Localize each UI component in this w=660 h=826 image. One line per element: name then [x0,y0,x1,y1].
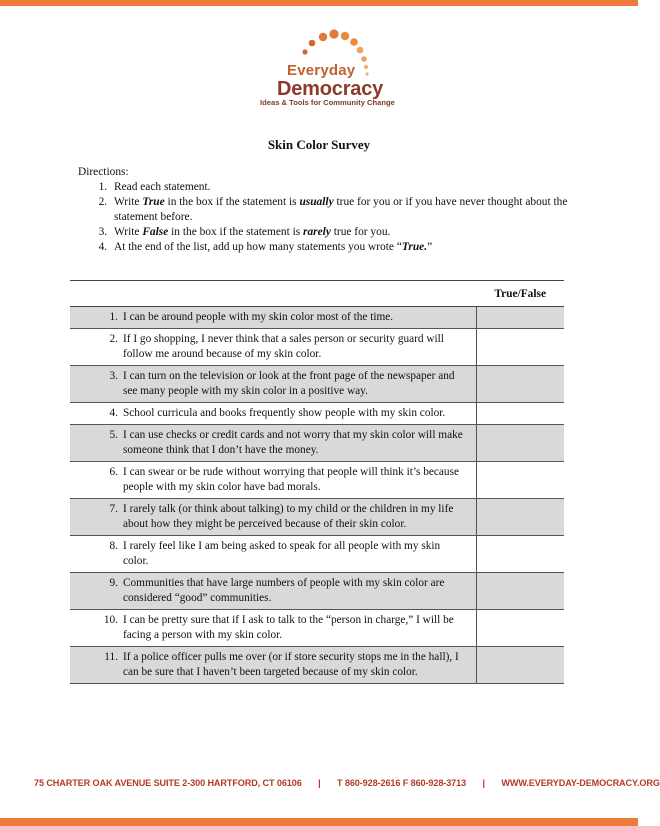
statement-cell [70,366,476,403]
footer-phone-fax: T 860-928-2616 F 860-928-3713 [337,778,467,788]
survey-row [70,610,564,647]
survey-row [70,499,564,536]
survey-row [70,647,564,684]
survey-row [70,366,564,403]
page-title: Skin Color Survey [267,137,371,152]
statement-cell [70,536,476,573]
statement-text: If I go shopping, I never think that a sales person or security guard will follow me around because of my skin color. [123,333,444,360]
statement-number: 11. [104,651,118,663]
true-false-answer-box[interactable] [476,425,564,462]
statement-text: I can use checks or credit cards and not worry that my skin color will make someone think that I don’t have the money. [123,429,463,456]
bottom-accent-bar [0,818,638,826]
survey-row [70,403,564,425]
statement-header-cell [70,281,476,307]
survey-row [70,462,564,499]
footer-contact [34,778,660,788]
statement-cell [70,425,476,462]
survey-row [70,573,564,610]
logo-tagline: Ideas & Tools for Community Change [260,98,395,107]
logo-word-democracy: Democracy [277,78,384,100]
true-false-header: True/False [476,281,564,307]
survey-body [70,307,564,684]
statement-cell [70,403,476,425]
statement-number: 4. [109,407,118,419]
statement-text: I rarely talk (or think about talking) to my child or the children in my life about how they might be perceived because of their skin color. [123,503,454,530]
footer-address: 75 CHARTER OAK AVENUE SUITE 2-300 HARTFORD, CT 06106 [34,778,302,788]
statement-text: I can turn on the television or look at the front page of the newspaper and see many people with my skin color in a positive way. [123,370,455,397]
directions-section [78,165,578,255]
statement-text: If a police officer pulls me over (or if store security stops me in the hall), I can be sure that I haven’t been targeted because of my skin color. [123,651,459,678]
statement-number: 3. [109,370,118,382]
statement-text: I can swear or be rude without worrying that people will think it’s because people with my skin color have bad morals. [123,466,459,493]
statement-cell [70,462,476,499]
true-false-answer-box[interactable] [476,462,564,499]
directions-label: Directions: [78,166,129,178]
true-false-answer-box[interactable] [476,403,564,425]
statement-number: 8. [109,540,118,552]
survey-row [70,536,564,573]
statement-text: I can be around people with my skin color most of the time. [123,311,394,323]
statement-number: 2. [109,333,118,345]
statement-number: 9. [109,577,118,589]
true-false-answer-box[interactable] [476,307,564,329]
survey-row [70,329,564,366]
true-false-answer-box[interactable] [476,536,564,573]
top-accent-bar [0,0,638,6]
statement-number: 10. [103,614,118,626]
statement-number: 5. [109,429,118,441]
statement-number: 7. [109,503,118,515]
statement-text: School curricula and books frequently show people with my skin color. [123,407,446,419]
survey-table [70,280,564,684]
statement-text: I can be pretty sure that if I ask to talk to the “person in charge,” I will be facing a person with my skin color. [123,614,454,641]
survey-header-row [70,281,564,307]
statement-cell [70,573,476,610]
statement-number: 1. [109,311,118,323]
statement-cell [70,499,476,536]
statement-text: I rarely feel like I am being asked to speak for all people with my skin color. [123,540,441,567]
true-false-answer-box[interactable] [476,329,564,366]
directions-list [78,180,578,255]
footer-separator: | [482,778,485,788]
direction-item: 1. Read each statement. [110,180,578,195]
footer-separator: | [318,778,321,788]
footer-website[interactable]: WWW.EVERYDAY-DEMOCRACY.ORG [501,778,660,788]
statement-cell [70,307,476,329]
direction-item: 2. Write True in the box if the statement is usually true for you or if you have never thought about the statement before. [110,195,578,225]
true-false-answer-box[interactable] [476,647,564,684]
true-false-answer-box[interactable] [476,366,564,403]
direction-item: 3. Write False in the box if the statement is rarely true for you. [110,225,578,240]
survey-row [70,307,564,329]
true-false-answer-box[interactable] [476,573,564,610]
direction-item: 4. At the end of the list, add up how many statements you wrote “True.” [110,240,578,255]
statement-cell [70,647,476,684]
statement-text: Communities that have large numbers of people with my skin color are considered “good” communities. [123,577,445,604]
logo-word-everyday: Everyday [287,62,356,79]
true-false-answer-box[interactable] [476,610,564,647]
true-false-answer-box[interactable] [476,499,564,536]
statement-number: 6. [109,466,118,478]
statement-cell [70,610,476,647]
statement-cell [70,329,476,366]
survey-row [70,425,564,462]
